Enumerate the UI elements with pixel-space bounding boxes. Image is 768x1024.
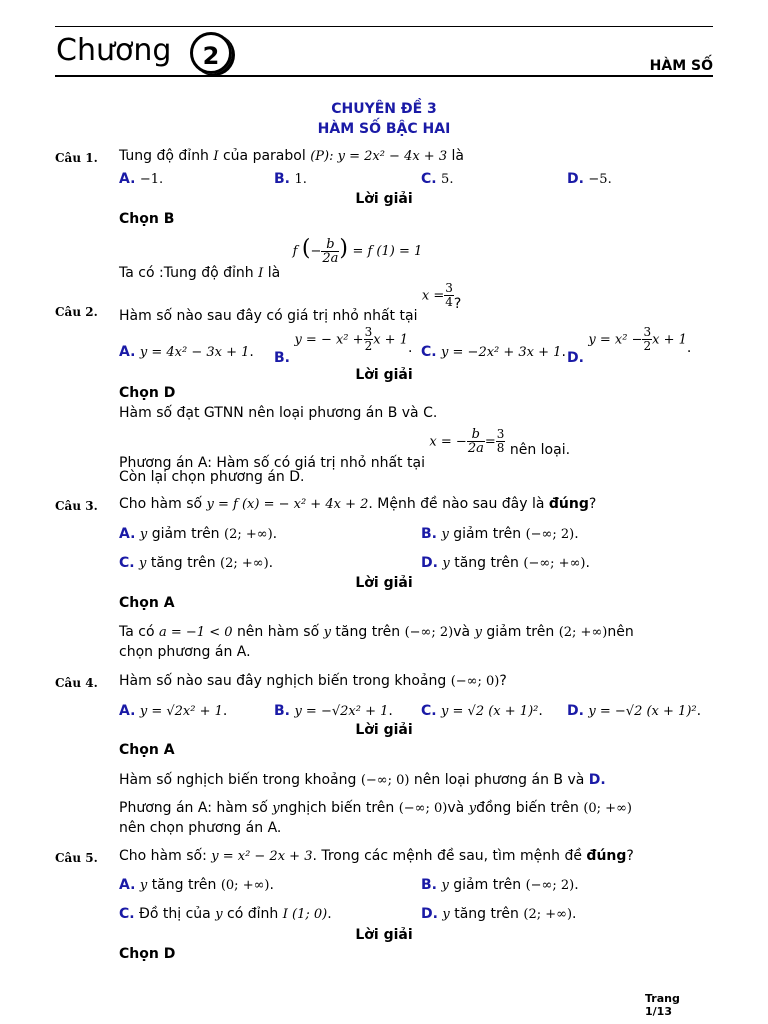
q2-solution-line-1: Hàm số đạt GTNN nên loại phương án B và C. xyxy=(119,405,438,421)
question-5-label: Câu 5. xyxy=(55,851,98,865)
q4-option-d[interactable]: D. y = −√2 (x + 1)². xyxy=(567,703,702,719)
header-bottom-rule xyxy=(55,75,713,77)
question-1-label: Câu 1. xyxy=(55,151,98,165)
question-2-label: Câu 2. xyxy=(55,305,98,319)
q1-option-b[interactable]: B. 1. xyxy=(274,171,307,187)
q4-option-a[interactable]: A. y = √2x² + 1. xyxy=(119,703,228,719)
q3-solution-line-1: Ta có a = −1 < 0 nên hàm số y tăng trên (−∞; 2)và y giảm trên (2; +∞)nên xyxy=(119,624,634,640)
q2-option-a[interactable]: A. y = 4x² − 3x + 1. xyxy=(119,344,254,360)
page-number: Trang 1/13 xyxy=(645,992,680,1018)
q3-answer: Chọn A xyxy=(119,595,175,611)
q5-solution-label: Lời giải xyxy=(355,927,413,943)
question-1-text: Tung độ đỉnh I của parabol (P): y = 2x² − 4x + 3 là xyxy=(119,148,465,164)
question-4-label: Câu 4. xyxy=(55,676,98,690)
q5-option-d[interactable]: D. y tăng trên (2; +∞). xyxy=(421,906,577,922)
q3-option-b[interactable]: B. y giảm trên (−∞; 2). xyxy=(421,526,579,542)
q3-solution-label: Lời giải xyxy=(355,575,413,591)
q5-option-b[interactable]: B. y giảm trên (−∞; 2). xyxy=(421,877,579,893)
q4-solution-line-3: nên chọn phương án A. xyxy=(119,820,282,836)
q2-answer: Chọn D xyxy=(119,385,176,401)
q5-answer: Chọn D xyxy=(119,946,176,962)
q5-option-a[interactable]: A. y tăng trên (0; +∞). xyxy=(119,877,274,893)
question-5-text: Cho hàm số: y = x² − 2x + 3. Trong các mệnh đề sau, tìm mệnh đề đúng? xyxy=(119,848,634,864)
q4-option-c[interactable]: C. y = √2 (x + 1)². xyxy=(421,703,543,719)
chapter-word: Chương xyxy=(56,33,172,68)
question-3-text: Cho hàm số y = f (x) = − x² + 4x + 2. Mệnh đề nào sau đây là đúng? xyxy=(119,496,597,512)
topic-line-1: CHUYÊN ĐỀ 3 xyxy=(331,101,437,117)
q2-option-d[interactable]: D. y = x² − $\frac{3}{2}$ x + 1. xyxy=(567,325,692,366)
q4-solution-line-2: Phương án A: hàm số ynghịch biến trên (−∞; 0)và yđồng biến trên (0; +∞) xyxy=(119,800,632,816)
q3-option-d[interactable]: D. y tăng trên (−∞; +∞). xyxy=(421,555,590,571)
q3-option-a[interactable]: A. y giảm trên (2; +∞). xyxy=(119,526,278,542)
q4-solution-label: Lời giải xyxy=(355,722,413,738)
q2-solution-line-3: Còn lại chọn phương án D. xyxy=(119,469,305,485)
q4-answer: Chọn A xyxy=(119,742,175,758)
question-3-label: Câu 3. xyxy=(55,499,98,513)
q2-solution-line-2: Phương án A: Hàm số có giá trị nhỏ nhất tại x = − $\frac{b}{2a}$ = $\frac{3}{8}$ nên loại. xyxy=(119,427,571,471)
q1-solution-label: Lời giải xyxy=(355,191,413,207)
chapter-title: HÀM SỐ xyxy=(649,58,713,74)
question-4-text: Hàm số nào sau đây nghịch biến trong khoảng (−∞; 0)? xyxy=(119,673,507,689)
q3-option-c[interactable]: C. y tăng trên (2; +∞). xyxy=(119,555,274,571)
q1-option-c[interactable]: C. 5. xyxy=(421,171,454,187)
q2-solution-label: Lời giải xyxy=(355,367,413,383)
q3-solution-line-2: chọn phương án A. xyxy=(119,644,251,660)
q4-solution-line-1: Hàm số nghịch biến trong khoảng (−∞; 0) nên loại phương án B và D. xyxy=(119,772,606,788)
q2-option-b[interactable]: B. y = − x² + $\frac{3}{2}$ x + 1. xyxy=(274,325,413,366)
q2-option-c[interactable]: C. y = −2x² + 3x + 1. xyxy=(421,344,566,360)
header-top-rule xyxy=(55,26,713,27)
q4-option-b[interactable]: B. y = −√2x² + 1. xyxy=(274,703,393,719)
chapter-number-badge: 2 xyxy=(190,32,232,74)
topic-line-2: HÀM SỐ BẬC HAI xyxy=(317,121,451,137)
q5-option-c[interactable]: C. Đồ thị của y có đỉnh I (1; 0). xyxy=(119,906,332,922)
q1-option-d[interactable]: D. −5. xyxy=(567,171,612,187)
q1-solution-text: Ta có :Tung độ đỉnh I là f (− $\frac{b}{2a}$ ) = f (1) = 1 xyxy=(119,236,423,281)
q1-answer: Chọn B xyxy=(119,211,175,227)
q1-option-a[interactable]: A. −1. xyxy=(119,171,164,187)
question-2-text: Hàm số nào sau đây có giá trị nhỏ nhất tại x = $\frac{3}{4}$ ? xyxy=(119,281,462,324)
